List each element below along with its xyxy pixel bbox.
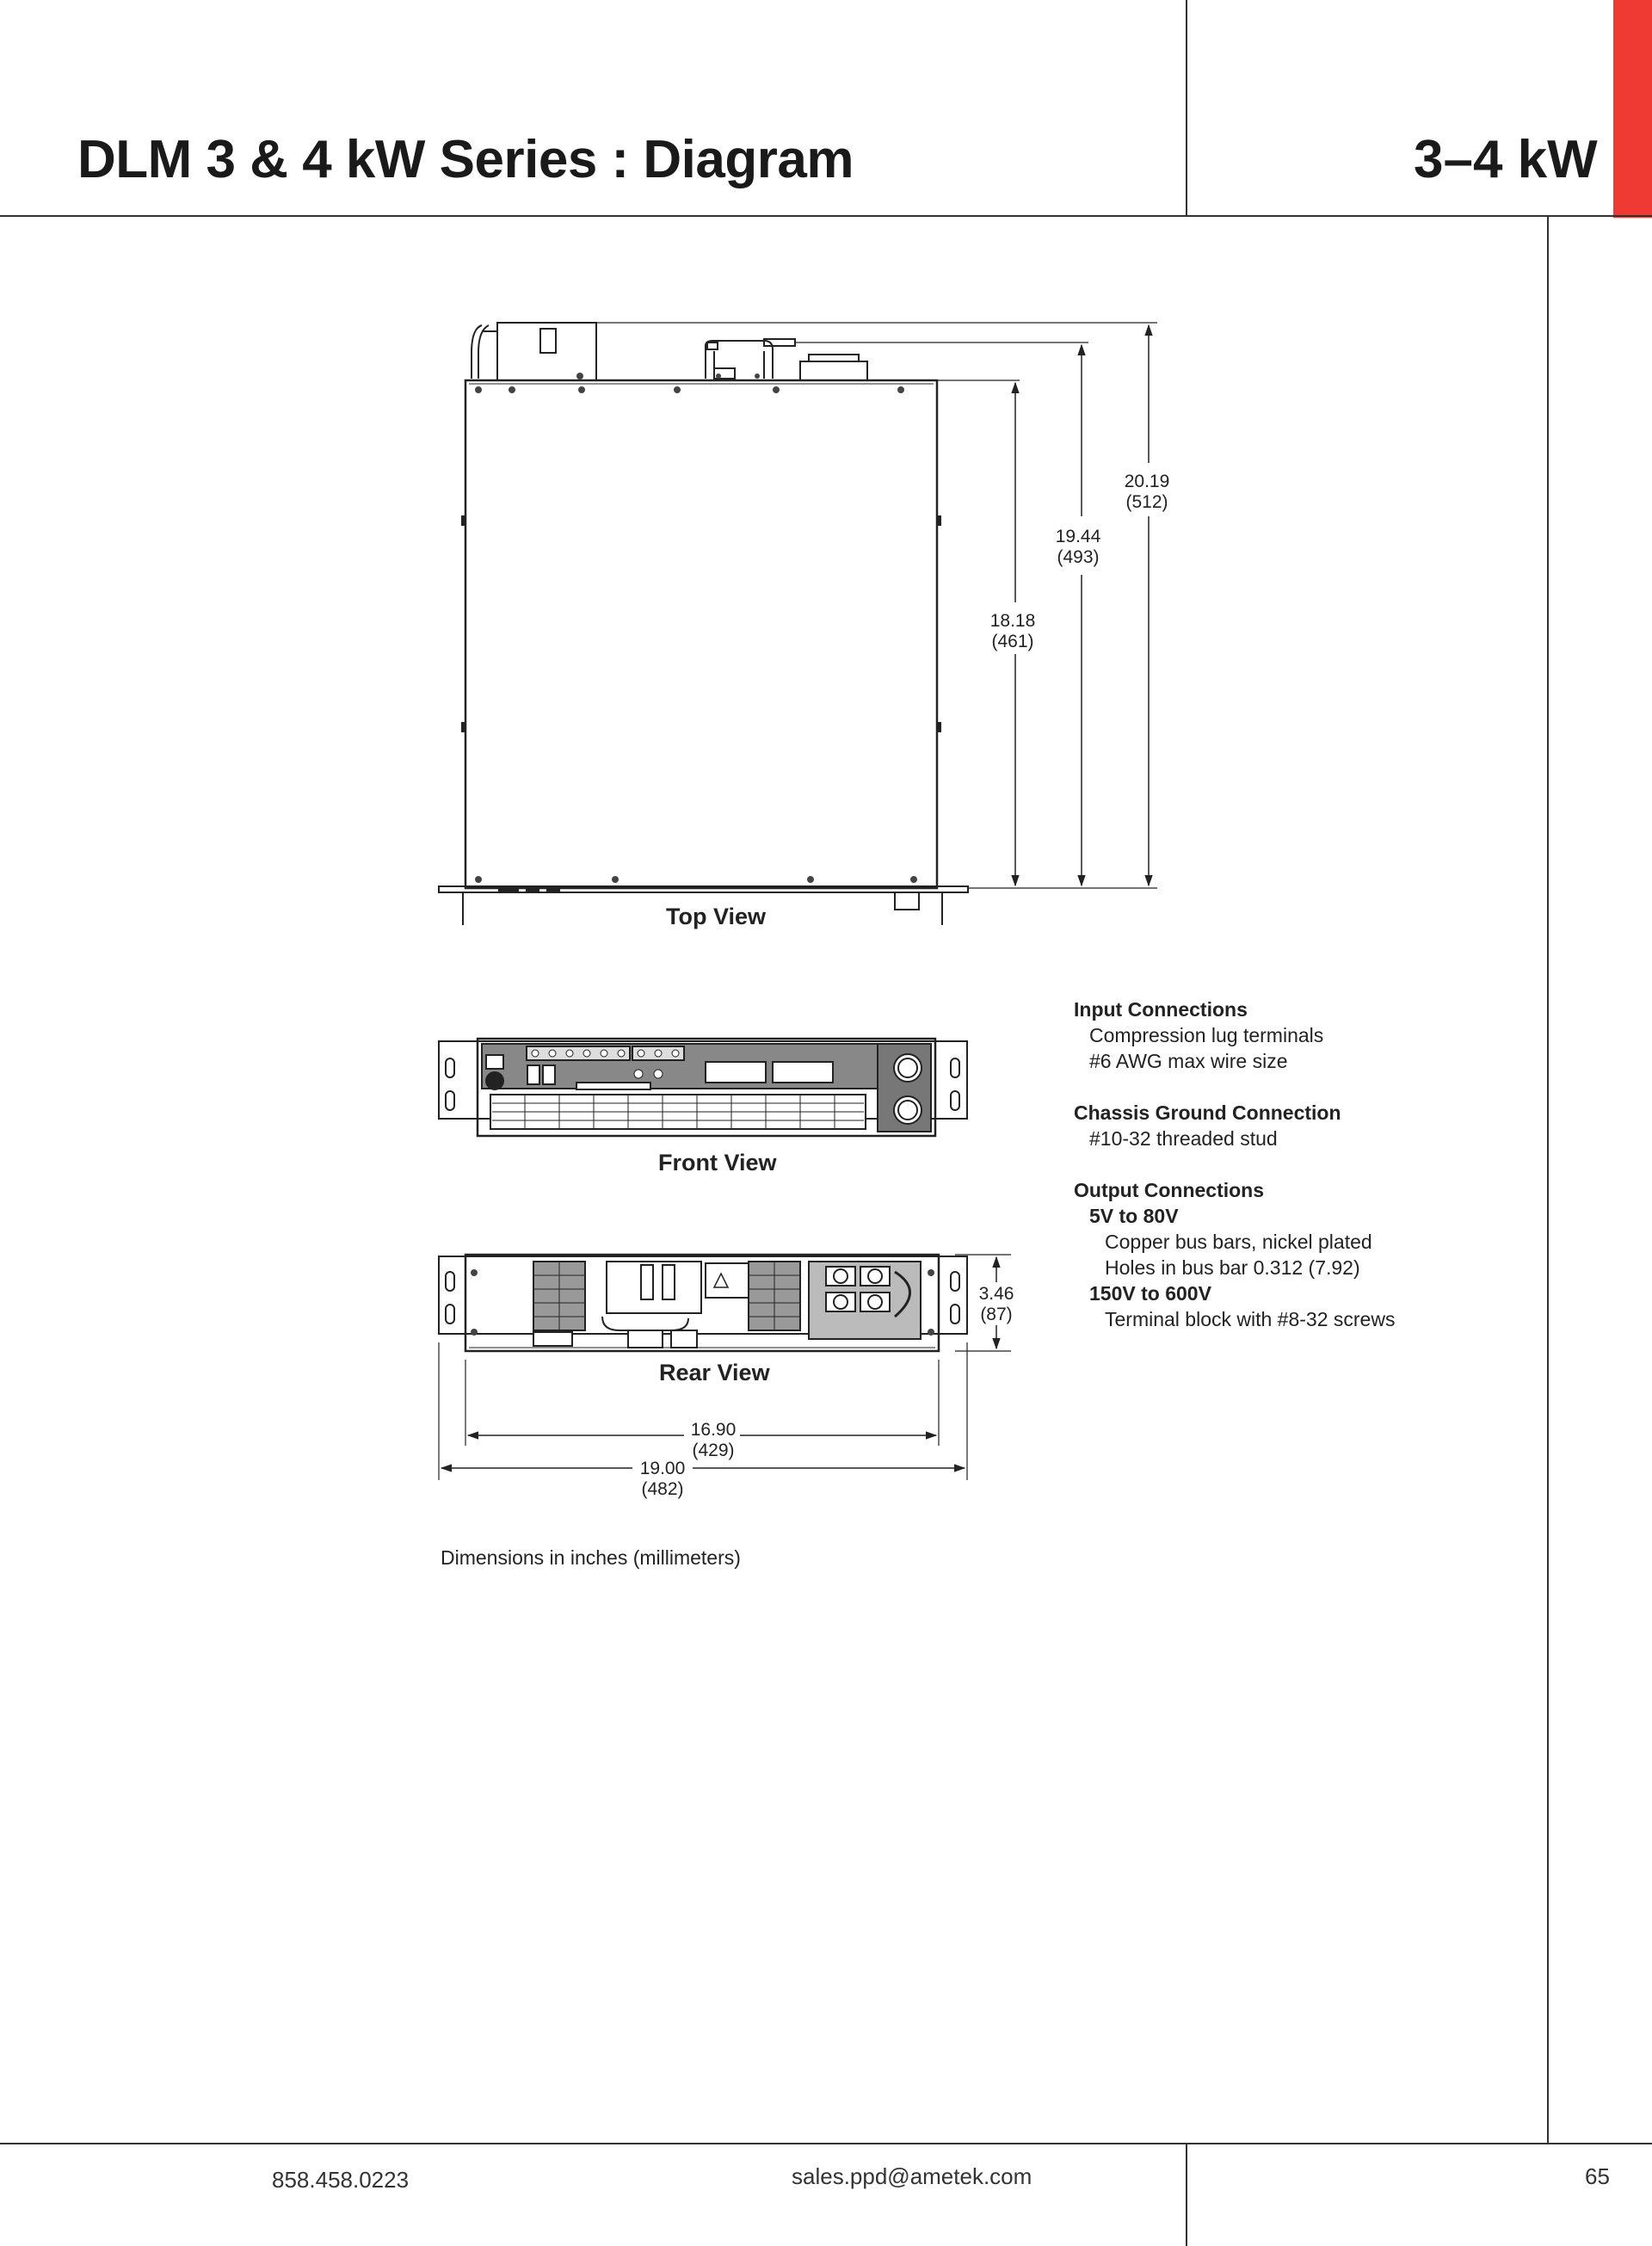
dim-16-90-in: 16.90 (690, 1420, 737, 1440)
output-heading: Output Connections (1074, 1179, 1265, 1201)
dim-16-90-mm: (429) (692, 1441, 735, 1460)
dim-19-44-mm: (493) (1057, 547, 1100, 567)
dim-18-18-in: 18.18 (989, 611, 1036, 631)
high-range-heading: 150V to 600V (1089, 1282, 1211, 1305)
dimension-3-46 (940, 1284, 1052, 1325)
low-range-heading: 5V to 80V (1089, 1205, 1179, 1227)
ground-heading: Chassis Ground Connection (1074, 1101, 1341, 1124)
dim-19-00-in: 19.00 (639, 1459, 686, 1478)
input-line-2: #6 AWG max wire size (1089, 1050, 1288, 1072)
dimension-19-00 (607, 1459, 718, 1500)
dim-18-18-mm: (461) (991, 632, 1034, 651)
dimension-20-19 (1091, 472, 1203, 513)
dimension-18-18 (957, 611, 1069, 652)
front-view-drawing (439, 1039, 967, 1136)
connection-specs (1074, 997, 1395, 1332)
dim-20-19-in: 20.19 (1124, 472, 1170, 491)
dim-3-46-in: 3.46 (978, 1284, 1014, 1304)
footer-rule (0, 2143, 1652, 2144)
low-line-2: Holes in bus bar 0.312 (7.92) (1105, 1256, 1360, 1279)
footer-email: sales.ppd@ametek.com (792, 2163, 1032, 2189)
rear-view-drawing (439, 1255, 967, 1351)
top-view-label: Top View (666, 904, 767, 929)
page-title: DLM 3 & 4 kW Series : Diagram (77, 130, 854, 189)
top-view-dimension-lines (1015, 325, 1149, 885)
ground-line-1: #10-32 threaded stud (1089, 1127, 1278, 1150)
footer-phone: 858.458.0223 (272, 2167, 410, 2193)
front-view-label: Front View (658, 1150, 777, 1175)
input-heading: Input Connections (1074, 998, 1248, 1021)
input-line-1: Compression lug terminals (1089, 1024, 1324, 1046)
rear-view-label: Rear View (659, 1360, 770, 1385)
low-line-1: Copper bus bars, nickel plated (1105, 1231, 1372, 1253)
units-note: Dimensions in inches (millimeters) (441, 1546, 741, 1569)
dim-19-00-mm: (482) (641, 1479, 684, 1499)
page-number: 65 (1585, 2163, 1610, 2189)
dim-3-46-mm: (87) (980, 1305, 1013, 1324)
dimension-19-44 (1022, 527, 1134, 568)
top-view-screws (475, 373, 917, 883)
dimension-16-90 (657, 1420, 769, 1461)
dim-19-44-in: 19.44 (1055, 527, 1101, 546)
footer-divider (1186, 2143, 1187, 2246)
power-range-title: 3–4 kW (1414, 130, 1598, 189)
high-line-1: Terminal block with #8-32 screws (1105, 1308, 1396, 1330)
dim-20-19-mm: (512) (1125, 492, 1168, 512)
